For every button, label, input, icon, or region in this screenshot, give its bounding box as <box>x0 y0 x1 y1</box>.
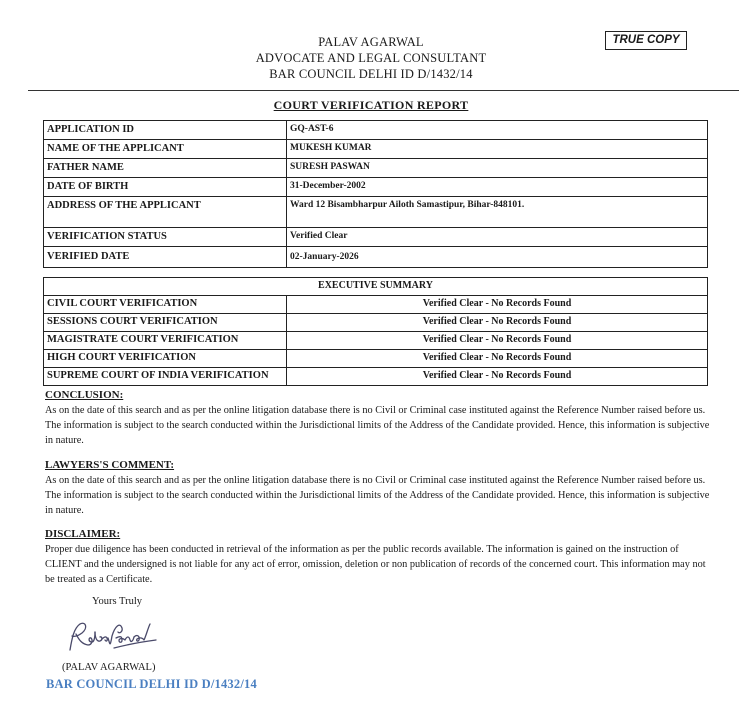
conclusion-body: As on the date of this search and as per the online litigation database there is no Civil or Criminal case instituted against the Reference Number raised before us. The information is subject to the search conducted within the Jurisdictional limits of the Address of the Candidate provided. Hence, this information is subjective in nature. <box>45 405 710 446</box>
verified-date-label: VERIFIED DATE <box>44 247 287 268</box>
sessions-court-result: Verified Clear - No Records Found <box>287 314 708 332</box>
table-row <box>44 197 708 228</box>
signatory-registration: BAR COUNCIL DELHI ID D/1432/14 <box>46 677 257 691</box>
header-divider <box>28 90 739 91</box>
civil-court-label: CIVIL COURT VERIFICATION <box>44 296 287 314</box>
high-court-result: Verified Clear - No Records Found <box>287 350 708 368</box>
disclaimer-body: Proper due diligence has been conducted in retrieval of the information as per the public records available. The information is gained on the instruction of CLIENT and the undersigned is not liable for any act of error, omission, deletion or non publication of records of the concerned court. This information may not be treated as a Certificate. <box>45 544 706 585</box>
magistrate-court-result: Verified Clear - No Records Found <box>287 332 708 350</box>
table-row <box>44 278 708 296</box>
verified-date-value: 02-January-2026 <box>287 247 708 268</box>
advocate-name: PALAV AGARWAL <box>318 35 424 49</box>
address-value: Ward 12 Bisambharpur Ailoth Samastipur, Bihar-848101. <box>287 197 708 228</box>
supreme-court-result: Verified Clear - No Records Found <box>287 368 708 386</box>
report-title: COURT VERIFICATION REPORT <box>273 98 469 112</box>
father-name-value: SURESH PASWAN <box>287 159 708 178</box>
table-row <box>44 140 708 159</box>
application-id-label: APPLICATION ID <box>44 121 287 140</box>
applicant-details-table <box>43 120 708 268</box>
disclaimer-section <box>45 527 710 587</box>
father-name-label: FATHER NAME <box>44 159 287 178</box>
table-row <box>44 121 708 140</box>
true-copy-stamp: TRUE COPY <box>605 31 687 50</box>
conclusion-section <box>45 388 710 448</box>
disclaimer-title: DISCLAIMER: <box>45 528 121 540</box>
bar-council-id: BAR COUNCIL DELHI ID D/1432/14 <box>269 67 473 81</box>
advocate-profession: ADVOCATE AND LEGAL CONSULTANT <box>255 51 487 65</box>
verification-status-value: Verified Clear <box>287 228 708 247</box>
table-row <box>44 368 708 386</box>
applicant-name-value: MUKESH KUMAR <box>287 140 708 159</box>
application-id-value: GQ-AST-6 <box>287 121 708 140</box>
lawyers-comment-title: LAWYERS'S COMMENT: <box>45 459 175 471</box>
table-row <box>44 296 708 314</box>
magistrate-court-label: MAGISTRATE COURT VERIFICATION <box>44 332 287 350</box>
verification-status-label: VERIFICATION STATUS <box>44 228 287 247</box>
handwritten-signature-icon <box>64 614 164 663</box>
conclusion-title: CONCLUSION: <box>45 389 124 401</box>
applicant-name-label: NAME OF THE APPLICANT <box>44 140 287 159</box>
table-row <box>44 178 708 197</box>
table-row <box>44 247 708 268</box>
closing-salutation: Yours Truly <box>92 596 143 607</box>
table-row <box>44 350 708 368</box>
high-court-label: HIGH COURT VERIFICATION <box>44 350 287 368</box>
executive-summary-title: EXECUTIVE SUMMARY <box>44 278 708 296</box>
table-row <box>44 332 708 350</box>
table-row <box>44 314 708 332</box>
civil-court-result: Verified Clear - No Records Found <box>287 296 708 314</box>
signatory-name: (PALAV AGARWAL) <box>62 662 156 673</box>
supreme-court-label: SUPREME COURT OF INDIA VERIFICATION <box>44 368 287 386</box>
address-label: ADDRESS OF THE APPLICANT <box>44 197 287 228</box>
lawyers-comment-body: As on the date of this search and as per the online litigation database there is no Civil or Criminal case instituted against the Reference Number raised before us. The information is subject to the search conducted within the Jurisdictional limits of the Address of the Candidate provided. Hence, this information is subjective in nature. <box>45 475 710 516</box>
executive-summary-table <box>43 277 708 386</box>
table-row <box>44 159 708 178</box>
table-row <box>44 228 708 247</box>
lawyers-comment-section <box>45 458 710 518</box>
dob-value: 31-December-2002 <box>287 178 708 197</box>
sessions-court-label: SESSIONS COURT VERIFICATION <box>44 314 287 332</box>
dob-label: DATE OF BIRTH <box>44 178 287 197</box>
